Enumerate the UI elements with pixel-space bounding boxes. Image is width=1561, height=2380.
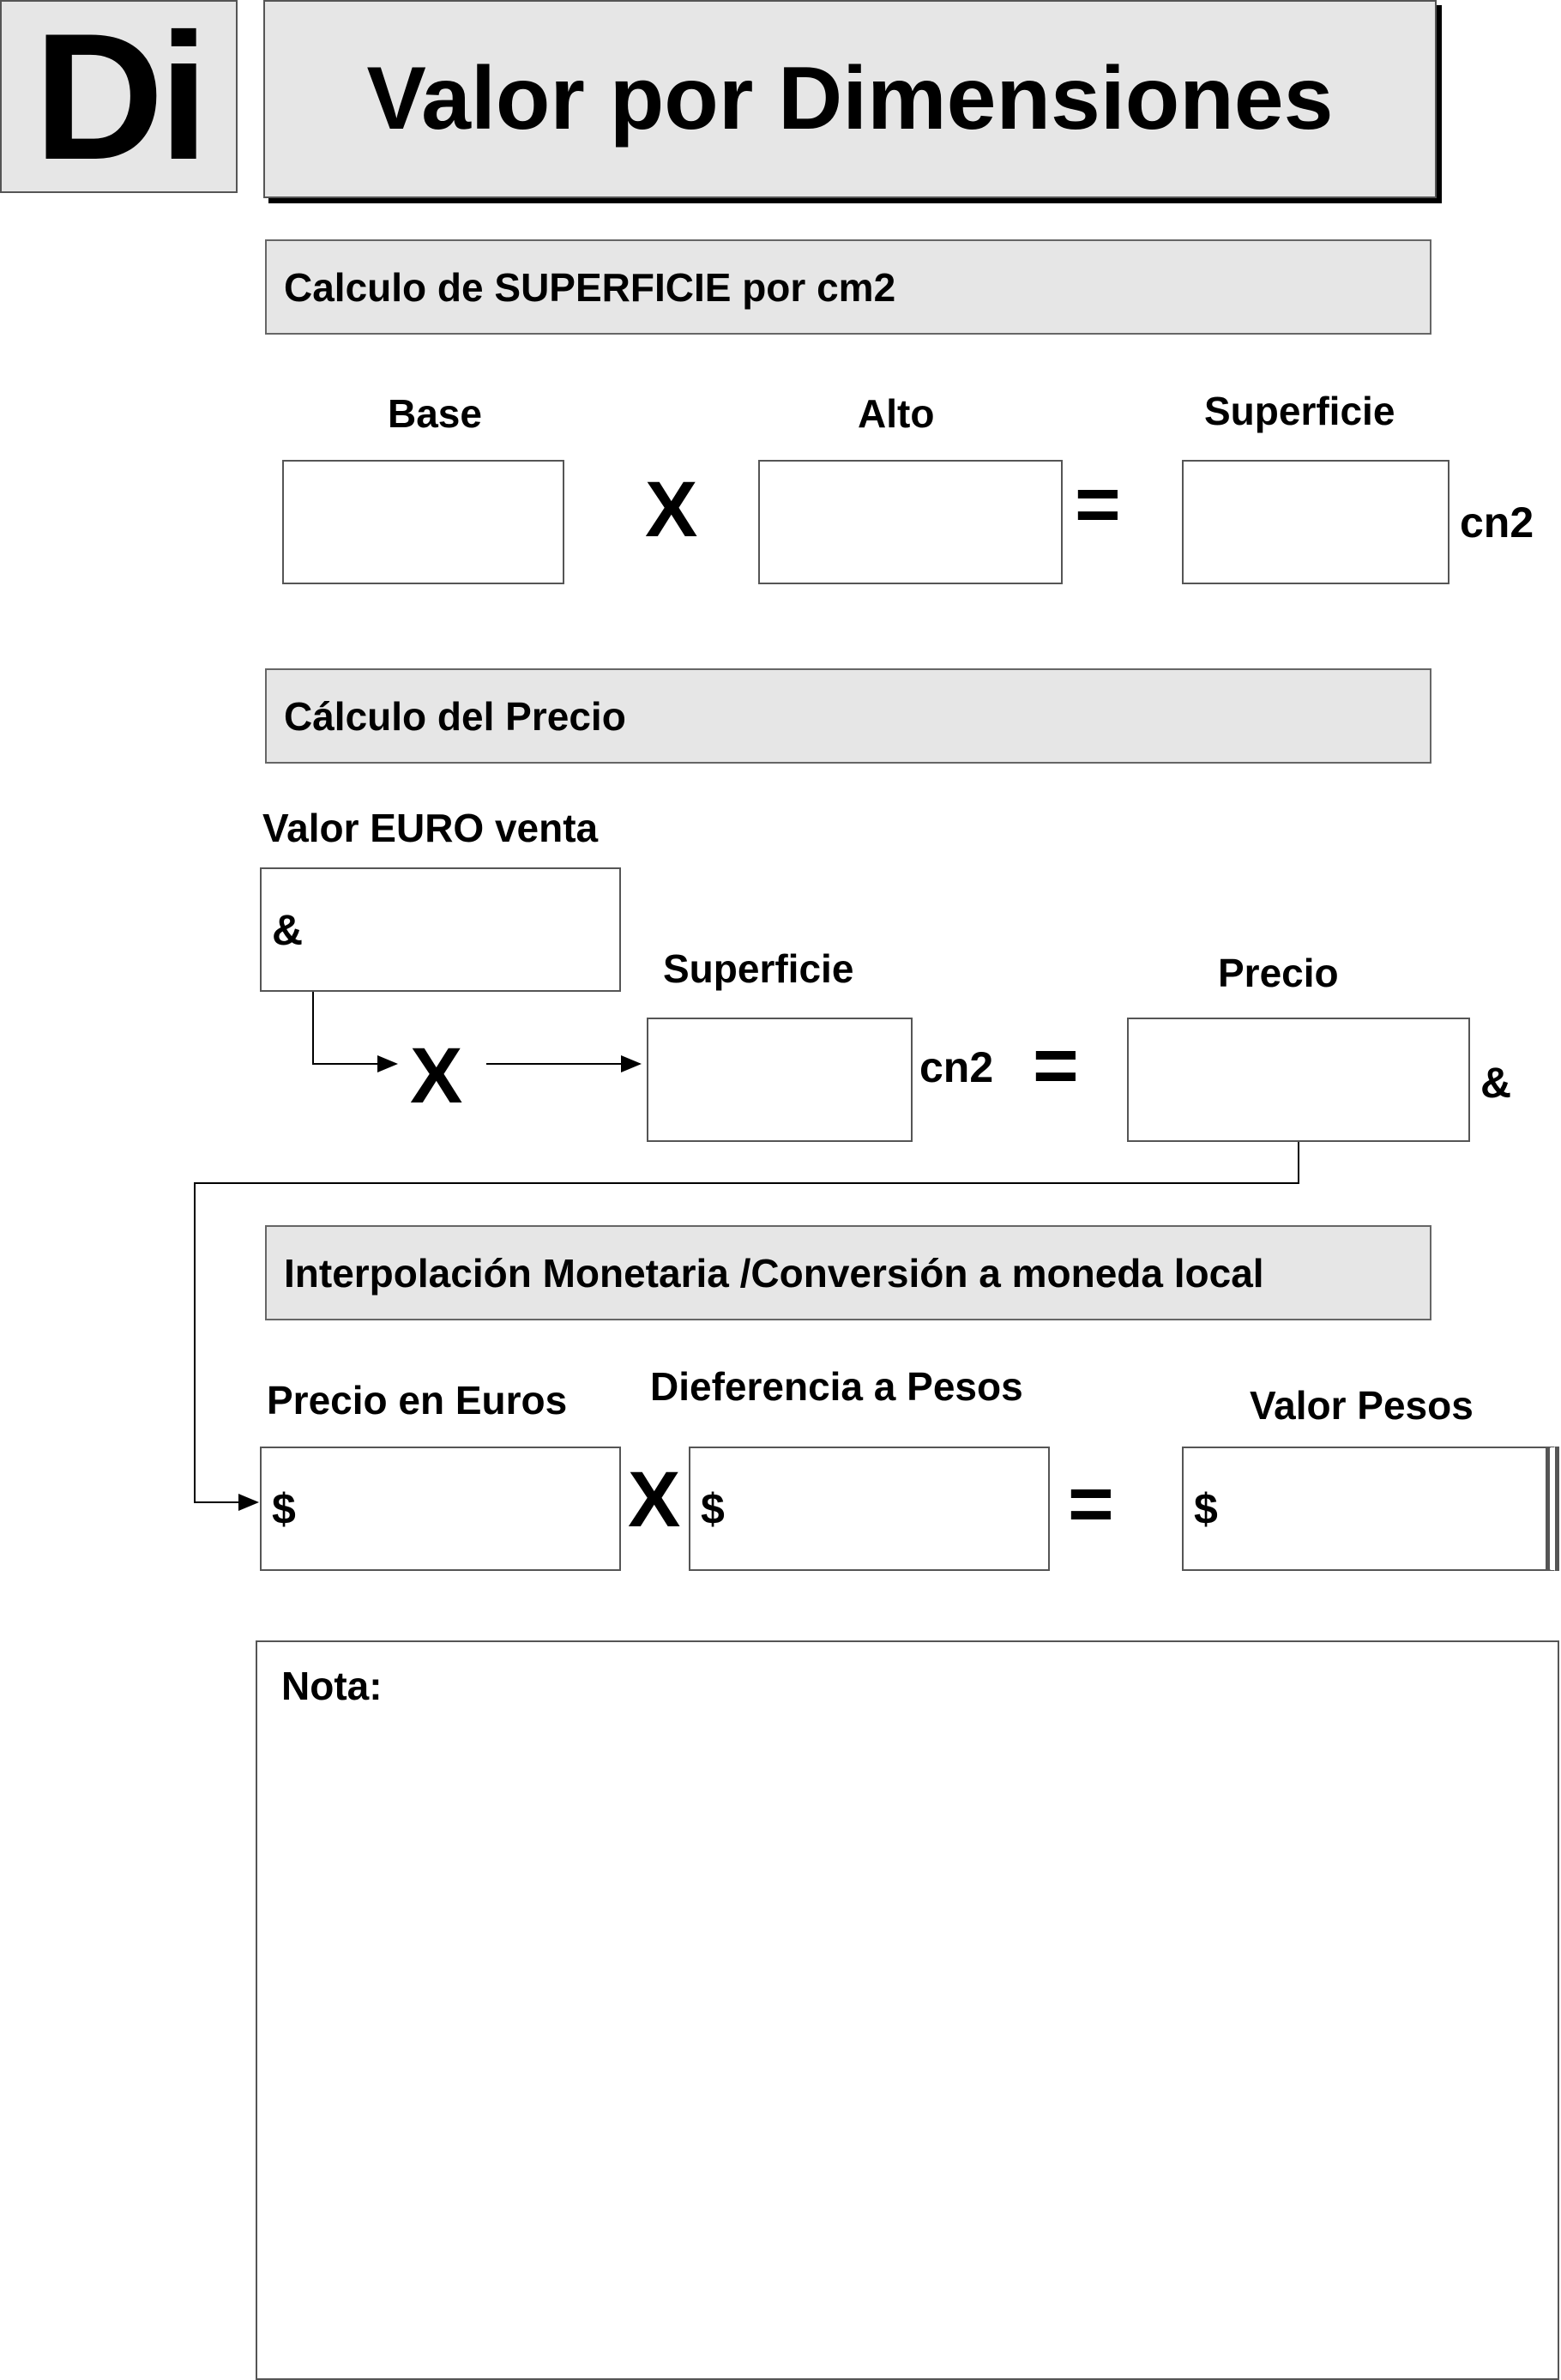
page-title-text: Valor por Dimensiones xyxy=(366,49,1334,148)
euro-value-input[interactable] xyxy=(260,867,621,992)
alto-input[interactable] xyxy=(758,460,1063,584)
diferencia-label: Dieferencia a Pesos xyxy=(650,1364,1023,1409)
equals-operator: = xyxy=(1033,1022,1079,1109)
currency-prefix: $ xyxy=(701,1484,725,1533)
precio-result-field[interactable] xyxy=(1127,1018,1470,1142)
section-heading: Cálculo del Precio xyxy=(284,693,626,739)
currency-prefix: $ xyxy=(1194,1484,1218,1533)
base-label: Base xyxy=(388,391,482,436)
multiply-operator: X xyxy=(410,1032,463,1120)
unit-label: cn2 xyxy=(1460,498,1534,547)
valor-pesos-result-field[interactable] xyxy=(1182,1447,1559,1571)
precio-suffix: & xyxy=(1480,1059,1512,1107)
euro-label: Valor EURO venta xyxy=(262,806,599,850)
section-heading: Calculo de SUPERFICIE por cm2 xyxy=(284,264,896,310)
multiply-operator: X xyxy=(628,1456,681,1543)
precio-label: Precio xyxy=(1218,951,1339,995)
equals-operator: = xyxy=(1075,461,1121,548)
euro-to-multiply-arrow xyxy=(313,992,396,1064)
nota-textarea[interactable] xyxy=(256,1640,1559,2380)
superficie-label: Superficie xyxy=(1204,389,1395,433)
section-heading: Interpolación Monetaria /Conversión a moneda local xyxy=(284,1250,1264,1296)
valor-pesos-label: Valor Pesos xyxy=(1250,1383,1474,1428)
precio-euros-label: Precio en Euros xyxy=(267,1378,568,1423)
nota-label: Nota: xyxy=(281,1664,383,1708)
page-title xyxy=(263,0,1437,198)
multiply-operator: X xyxy=(645,466,698,553)
section-header-precio xyxy=(265,668,1431,764)
diferencia-input[interactable] xyxy=(689,1447,1050,1571)
logo: Di xyxy=(0,0,238,193)
section-header-superficie xyxy=(265,239,1431,335)
alto-label: Alto xyxy=(858,391,935,436)
unit-label: cn2 xyxy=(919,1043,994,1091)
precio-euros-input[interactable] xyxy=(260,1447,621,1571)
euro-prefix: & xyxy=(272,905,304,954)
superficie-result-field[interactable] xyxy=(1182,460,1450,584)
superficie-label: Superficie xyxy=(663,946,854,991)
base-input[interactable] xyxy=(282,460,564,584)
equals-operator: = xyxy=(1068,1460,1114,1548)
superficie-input[interactable] xyxy=(647,1018,913,1142)
section-header-conversion xyxy=(265,1225,1431,1320)
currency-prefix: $ xyxy=(272,1484,296,1533)
